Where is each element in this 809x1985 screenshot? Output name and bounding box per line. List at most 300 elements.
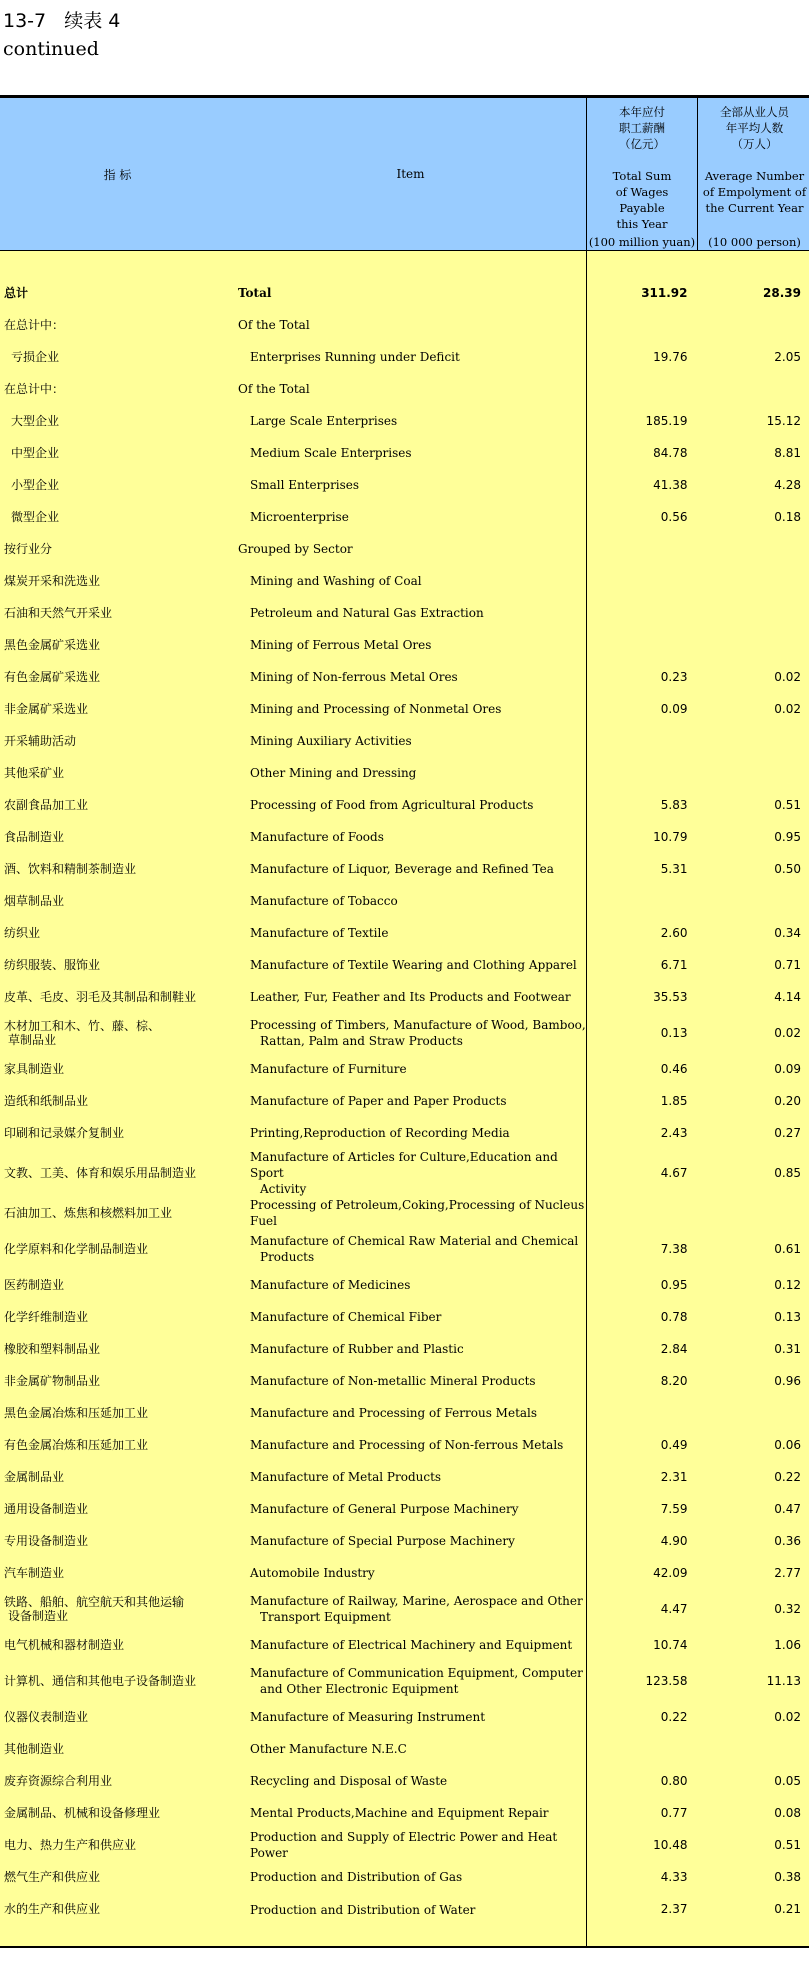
wages-value: 6.71: [587, 949, 698, 981]
row-label-zh-text: 大型企业: [11, 414, 60, 428]
row-label-zh-text: 黑色金属矿采选业: [4, 638, 101, 652]
row-label-en-text: Microenterprise: [250, 510, 349, 524]
row-label-en: [235, 725, 587, 757]
row-label-zh-text: 通用设备制造业: [4, 1502, 89, 1516]
row-label-en-text: Manufacture of Communication Equipment, Computer: [250, 1666, 583, 1680]
row-label-en-text: Mental Products,Machine and Equipment Repair: [250, 1806, 549, 1820]
row-label-en-text: Other Manufacture N.E.C: [250, 1742, 407, 1756]
wages-value: 1.85: [587, 1085, 698, 1117]
table-row: [0, 1589, 809, 1629]
row-label-zh-text: 亏损企业: [11, 350, 60, 364]
row-label-zh-text: 黑色金属冶炼和压延加工业: [4, 1406, 149, 1420]
table-row: [0, 1861, 809, 1893]
row-label-zh-text: 石油和天然气开采业: [4, 606, 113, 620]
wages-value: 42.09: [587, 1557, 698, 1589]
wages-value: [587, 1197, 698, 1229]
row-label-en: [235, 1013, 587, 1053]
employment-value: 0.96: [698, 1365, 809, 1397]
employment-value: 28.39: [698, 277, 809, 309]
row-label-zh: [0, 1397, 235, 1429]
row-label-en: [235, 661, 587, 693]
row-label-zh: [0, 981, 235, 1013]
employment-value: 0.02: [698, 693, 809, 725]
row-label-en-text: Production and Distribution of Water: [250, 1903, 476, 1917]
table-row: [0, 565, 809, 597]
row-label-en: [235, 1557, 587, 1589]
wages-value: [587, 565, 698, 597]
header-emp-en-1: Average Number: [704, 169, 805, 183]
table-row: [0, 1013, 809, 1053]
table-row: [0, 1085, 809, 1117]
table-row: [0, 597, 809, 629]
wages-value: 2.37: [587, 1893, 698, 1947]
wages-value: 4.33: [587, 1861, 698, 1893]
table-row: [0, 373, 809, 405]
row-label-en: [235, 1525, 587, 1557]
row-label-zh: [0, 789, 235, 821]
header-wages-en-2: of Wages: [615, 185, 669, 199]
employment-value: 11.13: [698, 1661, 809, 1701]
row-label-en-text: Medium Scale Enterprises: [250, 446, 412, 460]
row-label-en: [235, 1117, 587, 1149]
row-label-en: [235, 789, 587, 821]
row-label-zh: [0, 1893, 235, 1947]
row-label-en-text: Manufacture of Special Purpose Machinery: [250, 1534, 515, 1548]
row-label-zh: [0, 917, 235, 949]
table-row: [0, 437, 809, 469]
row-label-zh: [0, 885, 235, 917]
row-label-zh-text: 计算机、通信和其他电子设备制造业: [4, 1674, 197, 1688]
row-label-en-text: Manufacture of Paper and Paper Products: [250, 1094, 507, 1108]
employment-value: 1.06: [698, 1629, 809, 1661]
table-row: [0, 1053, 809, 1085]
employment-value: 0.51: [698, 789, 809, 821]
row-label-en-text: Manufacture of Railway, Marine, Aerospace and Other: [250, 1594, 583, 1608]
row-label-en-text: Manufacture of General Purpose Machinery: [250, 1502, 519, 1516]
row-label-zh: [0, 1301, 235, 1333]
row-label-zh-text: 在总计中：: [4, 382, 65, 396]
table-row: [0, 501, 809, 533]
row-label-zh-text: 化学原料和化学制品制造业: [4, 1242, 149, 1256]
employment-value: [698, 309, 809, 341]
row-label-en-text-cont: Rattan, Palm and Straw Products: [260, 1034, 463, 1048]
wages-value: [587, 373, 698, 405]
row-label-en: [235, 309, 587, 341]
row-label-en: [235, 1629, 587, 1661]
row-label-en: [235, 1701, 587, 1733]
row-label-zh: [0, 1765, 235, 1797]
row-label-zh-text: 农副食品加工业: [4, 798, 89, 812]
row-label-zh: [0, 661, 235, 693]
row-label-zh-text: 有色金属冶炼和压延加工业: [4, 1438, 149, 1452]
wages-value: 185.19: [587, 405, 698, 437]
row-label-en: [235, 981, 587, 1013]
row-label-en: [235, 1733, 587, 1765]
row-label-zh-text-cont: 设备制造业: [8, 1609, 69, 1623]
row-label-en: [235, 949, 587, 981]
employment-value: [698, 725, 809, 757]
row-label-zh: [0, 1629, 235, 1661]
row-label-zh-text-cont: 草制品业: [8, 1033, 57, 1047]
wages-value: 2.60: [587, 917, 698, 949]
employment-value: 0.32: [698, 1589, 809, 1629]
row-label-en-text-cont: Products: [260, 1250, 315, 1264]
wages-value: 0.56: [587, 501, 698, 533]
row-label-en: [235, 277, 587, 309]
row-label-en-text-cont: and Other Electronic Equipment: [260, 1682, 459, 1696]
row-label-en-text: Manufacture of Liquor, Beverage and Refined Tea: [250, 862, 554, 876]
row-label-zh-text: 金属制品业: [4, 1470, 65, 1484]
table-row: [0, 629, 809, 661]
employment-value: 0.05: [698, 1765, 809, 1797]
row-label-en: [235, 1197, 587, 1229]
row-label-en-text: Manufacture of Non-metallic Mineral Products: [250, 1374, 536, 1388]
employment-value: [698, 1197, 809, 1229]
employment-value: 0.38: [698, 1861, 809, 1893]
row-label-en-text-cont: Activity: [260, 1182, 307, 1196]
table-row: [0, 309, 809, 341]
table-row: [0, 1493, 809, 1525]
table-row: [0, 1661, 809, 1701]
table-row: [0, 1893, 809, 1947]
header-emp-en-2: of Empolyment of: [702, 185, 807, 199]
table-row: [0, 1149, 809, 1197]
row-label-zh: [0, 501, 235, 533]
row-label-zh-text: 石油加工、炼焦和核燃料加工业: [4, 1206, 173, 1220]
table-row: [0, 917, 809, 949]
table-row: [0, 1429, 809, 1461]
row-label-zh-text: 非金属矿物制品业: [4, 1374, 101, 1388]
row-label-zh-text: 专用设备制造业: [4, 1534, 89, 1548]
header-wages-en-3: Payable: [619, 201, 665, 215]
row-label-en: [235, 757, 587, 789]
row-label-zh: [0, 1429, 235, 1461]
employment-value: 0.06: [698, 1429, 809, 1461]
row-label-en: [235, 1765, 587, 1797]
row-label-zh-text: 医药制造业: [4, 1278, 65, 1292]
row-label-zh-text: 仪器仪表制造业: [4, 1710, 89, 1724]
wages-value: 41.38: [587, 469, 698, 501]
header-emp-zh-3: （万人）: [731, 137, 778, 151]
wages-value: [587, 725, 698, 757]
wages-value: 0.22: [587, 1701, 698, 1733]
employment-value: 0.13: [698, 1301, 809, 1333]
wages-value: 311.92: [587, 277, 698, 309]
row-label-zh: [0, 725, 235, 757]
wages-value: 4.90: [587, 1525, 698, 1557]
header-wages-unit: (100 million yuan): [588, 235, 696, 249]
row-label-en-text: Processing of Petroleum,Coking,Processing of Nucleus Fuel: [250, 1198, 585, 1228]
wages-value: 7.38: [587, 1229, 698, 1269]
row-label-en-text: Manufacture of Electrical Machinery and Equipment: [250, 1638, 573, 1652]
table-row: [0, 1765, 809, 1797]
table-row: [0, 1269, 809, 1301]
row-label-zh: [0, 341, 235, 373]
employment-value: 2.77: [698, 1557, 809, 1589]
row-label-en: [235, 1461, 587, 1493]
row-label-en-text: Manufacture of Rubber and Plastic: [250, 1342, 464, 1356]
row-label-zh-text: 电力、热力生产和供应业: [4, 1838, 137, 1852]
employment-value: 0.71: [698, 949, 809, 981]
row-label-zh: [0, 1461, 235, 1493]
row-label-en-text: Manufacture of Articles for Culture,Education and Sport: [250, 1150, 558, 1180]
continued-label: continued: [3, 38, 99, 60]
row-label-zh: [0, 1333, 235, 1365]
header-employment: [698, 97, 809, 251]
row-label-zh: [0, 309, 235, 341]
table-row: [0, 341, 809, 373]
row-label-en-text: Petroleum and Natural Gas Extraction: [250, 606, 484, 620]
row-label-en: [235, 1661, 587, 1701]
row-label-en: [235, 1429, 587, 1461]
table-row: [0, 789, 809, 821]
row-label-en: [235, 821, 587, 853]
employment-value: [698, 885, 809, 917]
row-label-en-text: Manufacture of Furniture: [250, 1062, 407, 1076]
row-label-zh: [0, 1149, 235, 1197]
row-label-en: [235, 693, 587, 725]
table-row: [0, 533, 809, 565]
row-label-zh-text: 文教、工美、体育和娱乐用品制造业: [4, 1166, 197, 1180]
row-label-en-text: Mining of Ferrous Metal Ores: [250, 638, 432, 652]
wages-value: [587, 1397, 698, 1429]
row-label-en-text: Manufacture of Foods: [250, 830, 384, 844]
row-label-zh-text: 汽车制造业: [4, 1566, 65, 1580]
row-label-zh-text: 有色金属矿采选业: [4, 670, 101, 684]
table-body: [0, 251, 809, 1948]
row-label-en-text: Mining Auxiliary Activities: [250, 734, 412, 748]
row-label-zh-text: 水的生产和供应业: [4, 1902, 101, 1916]
row-label-zh-text: 其他采矿业: [4, 766, 65, 780]
table-row: [0, 1733, 809, 1765]
table-row: [0, 885, 809, 917]
employment-value: 0.20: [698, 1085, 809, 1117]
row-label-en: [235, 1229, 587, 1269]
row-label-zh-text: 小型企业: [11, 478, 60, 492]
row-label-en-text: Of the Total: [238, 382, 310, 396]
row-label-zh-text: 食品制造业: [4, 830, 65, 844]
row-label-zh-text: 煤炭开采和洗选业: [4, 574, 101, 588]
row-label-zh: [0, 1589, 235, 1629]
row-label-zh: [0, 469, 235, 501]
employment-value: 0.47: [698, 1493, 809, 1525]
row-label-en: [235, 885, 587, 917]
header-emp-en-3: the Current Year: [705, 201, 804, 215]
row-label-zh: [0, 597, 235, 629]
row-label-en: [235, 469, 587, 501]
table-row: [0, 405, 809, 437]
employment-value: 0.50: [698, 853, 809, 885]
row-label-zh: [0, 1797, 235, 1829]
row-label-en-text: Manufacture of Tobacco: [250, 894, 398, 908]
row-label-en-text: Production and Distribution of Gas: [250, 1870, 463, 1884]
row-label-en: [235, 629, 587, 661]
row-label-en-text: Leather, Fur, Feather and Its Products and Footwear: [250, 990, 571, 1004]
row-label-en-text: Manufacture and Processing of Ferrous Metals: [250, 1406, 538, 1420]
row-label-zh-text: 造纸和纸制品业: [4, 1094, 89, 1108]
wages-value: 10.48: [587, 1829, 698, 1861]
employment-value: 0.95: [698, 821, 809, 853]
row-label-zh-text: 纺织业: [4, 926, 41, 940]
row-label-zh: [0, 1525, 235, 1557]
row-label-zh-text: 废弃资源综合利用业: [4, 1774, 113, 1788]
table-row: [0, 1701, 809, 1733]
row-label-zh-text: 木材加工和木、竹、藤、棕、: [4, 1019, 161, 1033]
header-wages: [587, 97, 698, 251]
row-label-zh: [0, 1701, 235, 1733]
wages-value: 0.80: [587, 1765, 698, 1797]
row-label-en-text: Grouped by Sector: [238, 542, 353, 556]
table-row: [0, 1365, 809, 1397]
row-label-zh: [0, 437, 235, 469]
employment-value: 0.22: [698, 1461, 809, 1493]
wages-value: 0.78: [587, 1301, 698, 1333]
row-label-zh: [0, 1013, 235, 1053]
row-label-en: [235, 405, 587, 437]
table-row: [0, 1197, 809, 1229]
wages-value: 123.58: [587, 1661, 698, 1701]
table-row: [0, 725, 809, 757]
row-label-zh-text: 皮革、毛皮、羽毛及其制品和制鞋业: [4, 990, 197, 1004]
employment-value: 0.31: [698, 1333, 809, 1365]
row-label-zh: [0, 1861, 235, 1893]
row-label-zh-text: 其他制造业: [4, 1742, 65, 1756]
row-label-en: [235, 533, 587, 565]
wages-value: [587, 533, 698, 565]
table-row: [0, 1301, 809, 1333]
employment-value: 2.05: [698, 341, 809, 373]
wages-value: [587, 1733, 698, 1765]
header-wages-zh-3: （亿元）: [619, 137, 665, 151]
table-row: [0, 757, 809, 789]
header-wages-en-1: Total Sum: [612, 169, 672, 183]
employment-value: [698, 373, 809, 405]
employment-value: 0.51: [698, 1829, 809, 1861]
wages-value: 19.76: [587, 341, 698, 373]
wages-value: 0.09: [587, 693, 698, 725]
wages-value: 0.95: [587, 1269, 698, 1301]
employment-value: 0.02: [698, 1013, 809, 1053]
header-row: [0, 97, 809, 251]
employment-value: 0.21: [698, 1893, 809, 1947]
employment-value: [698, 1397, 809, 1429]
row-label-zh: [0, 949, 235, 981]
row-label-zh-text: 中型企业: [11, 446, 60, 460]
row-label-zh: [0, 1229, 235, 1269]
data-table: [0, 95, 809, 1948]
row-label-zh-text: 总计: [4, 286, 29, 300]
row-label-en: [235, 1397, 587, 1429]
row-label-en: [235, 1053, 587, 1085]
row-label-zh: [0, 373, 235, 405]
employment-value: 0.34: [698, 917, 809, 949]
employment-value: 4.14: [698, 981, 809, 1013]
row-label-en-text: Enterprises Running under Deficit: [250, 350, 460, 364]
row-label-en: [235, 501, 587, 533]
header-wages-zh-2: 职工薪酬: [619, 121, 665, 135]
row-label-en-text: Manufacture of Textile Wearing and Clothing Apparel: [250, 958, 577, 972]
row-label-en-text: Large Scale Enterprises: [250, 414, 398, 428]
employment-value: 0.61: [698, 1229, 809, 1269]
row-label-en-text: Production and Supply of Electric Power and Heat Power: [250, 1830, 558, 1860]
header-item: Item: [235, 97, 587, 251]
wages-value: 2.43: [587, 1117, 698, 1149]
wages-value: 35.53: [587, 981, 698, 1013]
wages-value: 10.74: [587, 1629, 698, 1661]
row-label-zh-text: 家具制造业: [4, 1062, 65, 1076]
employment-value: 0.36: [698, 1525, 809, 1557]
row-label-zh: [0, 1269, 235, 1301]
row-label-zh: [0, 1197, 235, 1229]
row-label-en: [235, 1365, 587, 1397]
row-label-zh-text: 铁路、船舶、航空航天和其他运输: [4, 1595, 185, 1609]
row-label-en: [235, 1589, 587, 1629]
employment-value: 8.81: [698, 437, 809, 469]
table-row: [0, 1557, 809, 1589]
wages-value: 2.84: [587, 1333, 698, 1365]
employment-value: 0.18: [698, 501, 809, 533]
table-row: [0, 1797, 809, 1829]
table-row: [0, 693, 809, 725]
table-row: [0, 1229, 809, 1269]
row-label-zh: [0, 1733, 235, 1765]
row-label-zh: [0, 565, 235, 597]
row-label-en: [235, 1301, 587, 1333]
wages-value: 10.79: [587, 821, 698, 853]
table-row: [0, 661, 809, 693]
wages-value: 5.31: [587, 853, 698, 885]
row-label-en: [235, 341, 587, 373]
wages-value: 0.13: [587, 1013, 698, 1053]
employment-value: [698, 757, 809, 789]
spacer-row: [0, 251, 809, 278]
row-label-en: [235, 1333, 587, 1365]
employment-value: 0.27: [698, 1117, 809, 1149]
row-label-zh-text: 电气机械和器材制造业: [4, 1638, 125, 1652]
employment-value: 0.08: [698, 1797, 809, 1829]
wages-value: [587, 629, 698, 661]
employment-value: [698, 1733, 809, 1765]
row-label-zh: [0, 1557, 235, 1589]
row-label-en: [235, 373, 587, 405]
row-label-zh: [0, 757, 235, 789]
row-label-en: [235, 437, 587, 469]
row-label-en-text: Total: [238, 286, 272, 300]
row-label-zh-text: 化学纤维制造业: [4, 1310, 89, 1324]
row-label-zh: [0, 1365, 235, 1397]
employment-value: 0.85: [698, 1149, 809, 1197]
row-label-en-text: Of the Total: [238, 318, 310, 332]
row-label-zh: [0, 693, 235, 725]
row-label-en: [235, 853, 587, 885]
table-row: [0, 1525, 809, 1557]
row-label-en: [235, 1493, 587, 1525]
employment-value: [698, 597, 809, 629]
wages-value: 84.78: [587, 437, 698, 469]
row-label-zh: [0, 1053, 235, 1085]
wages-value: [587, 757, 698, 789]
row-label-zh-text: 开采辅助活动: [4, 734, 77, 748]
employment-value: 4.28: [698, 469, 809, 501]
table-row: [0, 949, 809, 981]
table-row: [0, 1397, 809, 1429]
row-label-zh-text: 按行业分: [4, 542, 53, 556]
table-row: [0, 981, 809, 1013]
row-label-en-text: Recycling and Disposal of Waste: [250, 1774, 448, 1788]
row-label-zh: [0, 1085, 235, 1117]
wages-value: 4.47: [587, 1589, 698, 1629]
row-label-zh-text: 纺织服装、服饰业: [4, 958, 101, 972]
